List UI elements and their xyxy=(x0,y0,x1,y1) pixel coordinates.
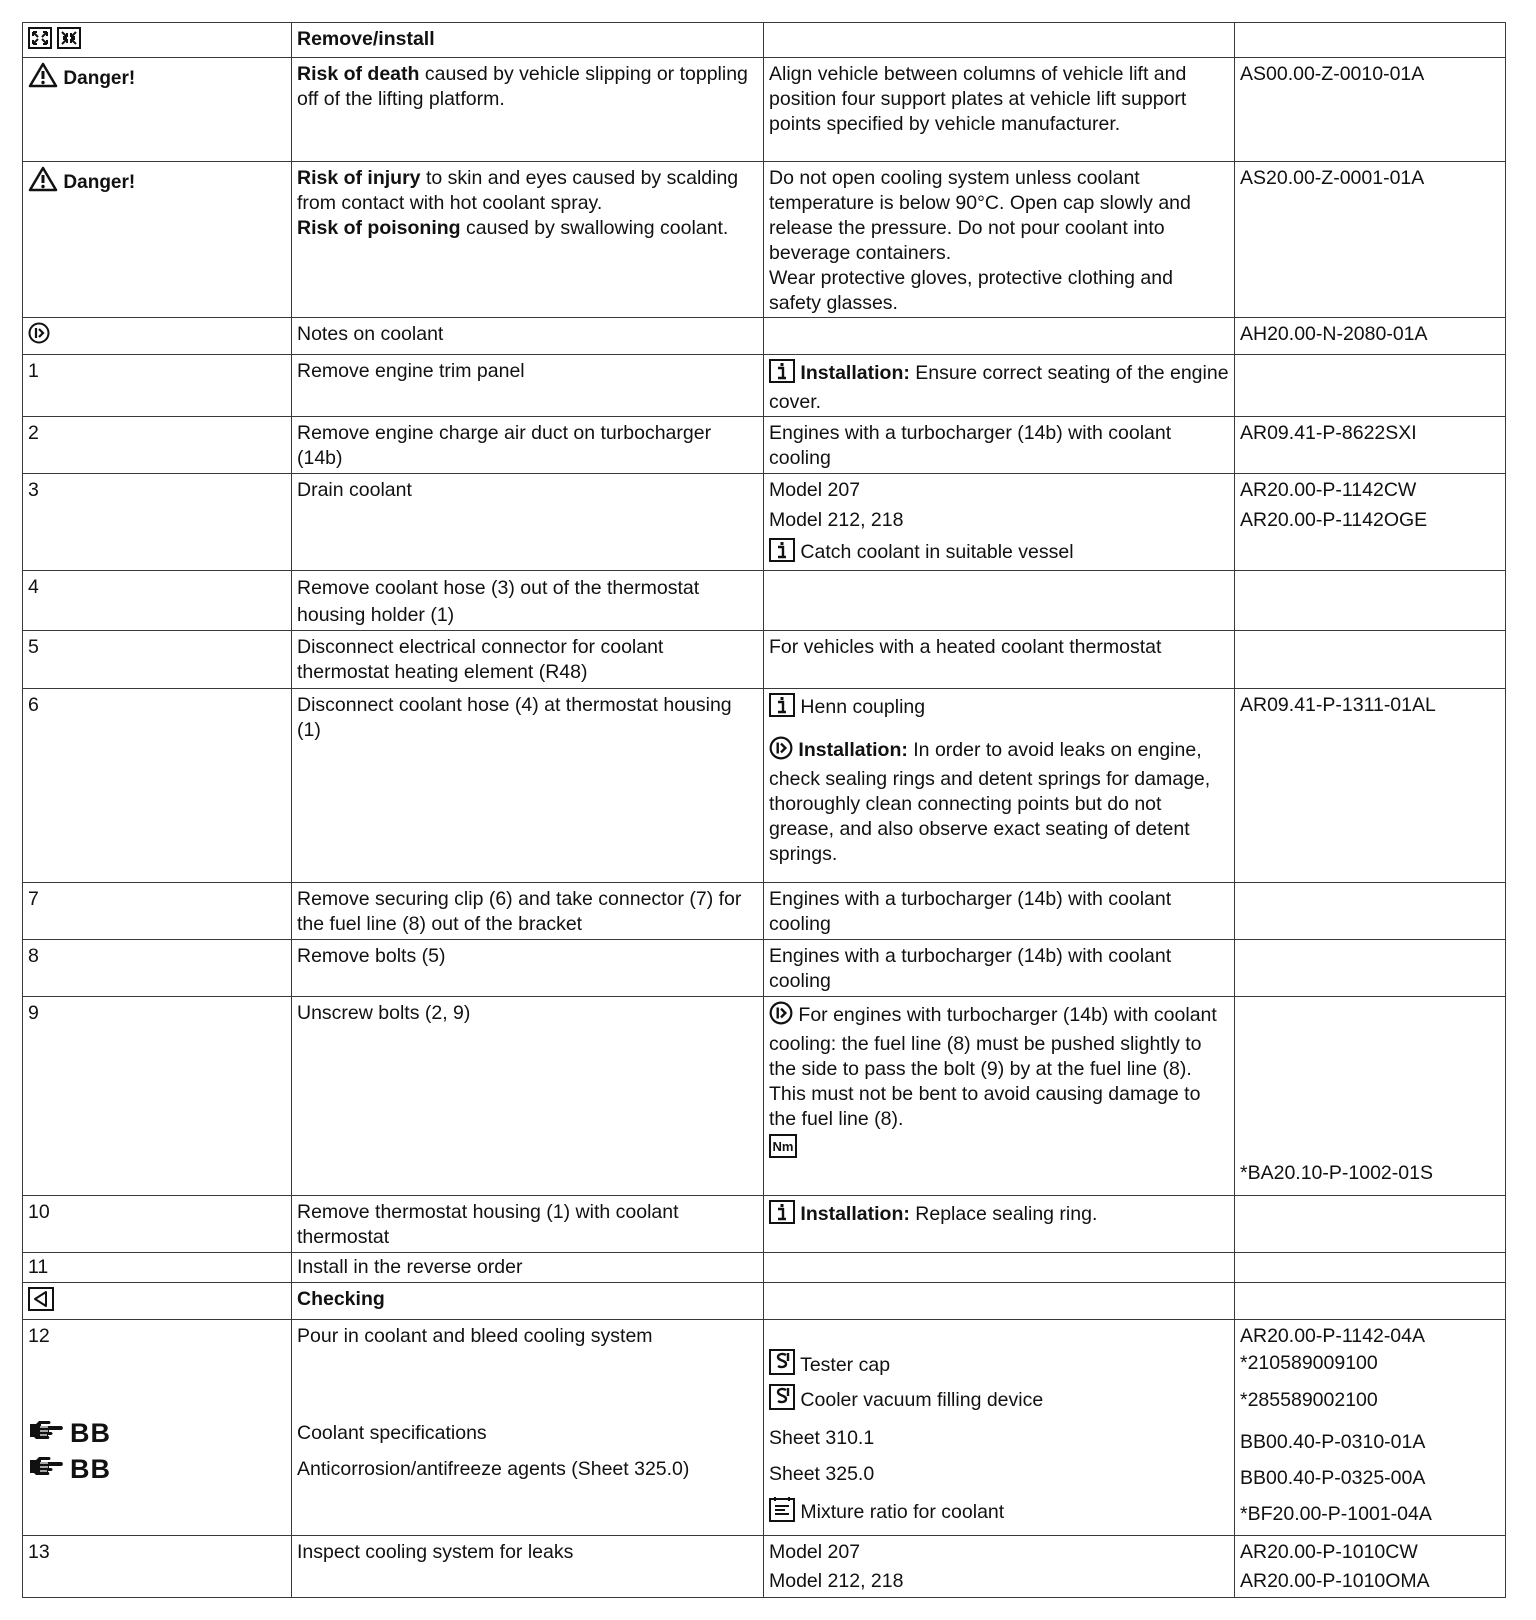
installation-label: Installation: xyxy=(800,362,910,384)
tool-name: Tester cap xyxy=(800,1354,891,1376)
tool-number[interactable]: *285589002100 xyxy=(1240,1389,1378,1411)
installation-label: Installation: xyxy=(800,1203,910,1225)
step-row xyxy=(23,631,1506,689)
safety-measures: Wear protective gloves, protective clothing and safety glasses. xyxy=(769,267,1173,314)
work-instruction-sheet xyxy=(22,22,1506,1598)
section-title: Remove/install xyxy=(297,28,435,50)
model-label: Model 212, 218 xyxy=(769,509,904,531)
sheet-label: Sheet 325.0 xyxy=(769,1462,875,1485)
reference-link[interactable]: AR20.00-P-1142CW xyxy=(1240,479,1417,501)
special-tool-icon xyxy=(769,1349,795,1382)
step-text: Remove engine charge air duct on turbocharger (14b) xyxy=(292,417,764,474)
step-row xyxy=(23,474,1506,571)
reference-link[interactable]: AR20.00-P-1010OMA xyxy=(1240,1570,1430,1592)
step-row xyxy=(23,1536,1506,1598)
safety-measures: Do not open cooling system unless coolant temperature is below 90°C. Open cap slowly and release the pressure. Do not pour coolant into beverage containers. xyxy=(769,167,1191,264)
step-text: Unscrew bolts (2, 9) xyxy=(292,997,764,1196)
step-number: 11 xyxy=(23,1253,292,1283)
step-row xyxy=(23,1253,1506,1283)
step-row xyxy=(23,997,1506,1196)
reference-link[interactable]: AR20.00-P-1142-04A xyxy=(1240,1325,1426,1347)
bb-label: BB xyxy=(70,1417,111,1448)
step-text: Remove securing clip (6) and take connector (7) for the fuel line (8) out of the bracket xyxy=(292,883,764,940)
section-title: Checking xyxy=(297,1288,385,1310)
risk-text: to skin and eyes caused by scalding from contact with hot coolant spray. xyxy=(297,167,739,214)
risk-title: Risk of injury xyxy=(297,167,421,189)
model-label: Model 212, 218 xyxy=(769,1570,904,1592)
info-text: Catch coolant in suitable vessel xyxy=(800,541,1074,563)
step-number: 10 xyxy=(23,1196,292,1253)
step-number: 5 xyxy=(23,631,292,689)
step-number: 6 xyxy=(23,689,292,883)
step-number: 3 xyxy=(23,474,292,571)
reference-link[interactable]: AH20.00-N-2080-01A xyxy=(1235,318,1506,355)
step-number: 2 xyxy=(23,417,292,474)
step-note: For vehicles with a heated coolant thermostat xyxy=(764,631,1235,689)
warning-triangle-icon xyxy=(28,166,58,199)
step-row xyxy=(23,883,1506,940)
step-text: Remove coolant hose (3) out of the thermostat housing holder (1) xyxy=(292,571,764,631)
step-number: 9 xyxy=(23,997,292,1196)
step-row xyxy=(23,1320,1506,1536)
note-icon xyxy=(769,1001,793,1032)
step-number: 1 xyxy=(23,355,292,417)
step-text: Remove bolts (5) xyxy=(292,940,764,997)
step-row xyxy=(23,571,1506,631)
step-number: 8 xyxy=(23,940,292,997)
fluid-spec-icon xyxy=(769,1496,795,1529)
step-row xyxy=(23,689,1506,883)
step-text: Install in the reverse order xyxy=(292,1253,764,1283)
reference-link[interactable]: AR20.00-P-1010CW xyxy=(1240,1541,1418,1563)
installation-text: Replace sealing ring. xyxy=(909,1203,1098,1225)
reference-link[interactable]: AR09.41-P-8622SXI xyxy=(1235,417,1506,474)
info-icon xyxy=(769,359,795,390)
installation-text: In order to avoid leaks on engine, check sealing rings and detent springs for damage, thoroughly clean connecting points but do not grease, and also observe exact seating of detent springs. xyxy=(769,739,1211,865)
step-text: Drain coolant xyxy=(292,474,764,571)
note-icon xyxy=(769,736,793,767)
reference-link[interactable]: BB00.40-P-0310-01A xyxy=(1240,1430,1426,1453)
risk-text: caused by vehicle slipping or toppling off of the lifting platform. xyxy=(297,63,748,110)
note-icon xyxy=(28,322,50,351)
reference-link[interactable]: AR09.41-P-1311-01AL xyxy=(1235,689,1506,883)
step-row xyxy=(23,1196,1506,1253)
checking-icon xyxy=(28,1287,54,1318)
danger-label: Danger! xyxy=(63,172,136,193)
reference-link[interactable]: AS20.00-Z-0001-01A xyxy=(1235,162,1506,318)
step-text: Remove thermostat housing (1) with coolant thermostat xyxy=(292,1196,764,1253)
step-number: 4 xyxy=(23,571,292,631)
notes-row xyxy=(23,318,1506,355)
info-text: Henn coupling xyxy=(800,696,926,718)
danger-label: Danger! xyxy=(63,68,136,89)
sheet-label: Sheet 310.1 xyxy=(769,1426,875,1449)
step-number: 13 xyxy=(23,1536,292,1598)
torque-icon xyxy=(769,1134,797,1165)
info-icon xyxy=(769,538,795,569)
risk-text: caused by swallowing coolant. xyxy=(460,217,729,239)
step-number: 12 xyxy=(28,1325,50,1347)
risk-title: Risk of poisoning xyxy=(297,217,461,239)
tool-number[interactable]: *210589009100 xyxy=(1240,1352,1378,1374)
mixture-text: Mixture ratio for coolant xyxy=(800,1501,1005,1523)
special-tool-icon xyxy=(769,1384,795,1417)
safety-measures: Align vehicle between columns of vehicle lift and position four support plates at vehicle lift support points specified by vehicle manufacturer. xyxy=(764,58,1235,162)
installation-text: Ensure correct seating of the engine cover. xyxy=(769,362,1229,413)
step-text: Disconnect coolant hose (4) at thermostat housing (1) xyxy=(292,689,764,883)
bb-label: BB xyxy=(70,1453,111,1484)
reference-link[interactable]: BB00.40-P-0325-00A xyxy=(1240,1466,1426,1489)
info-icon xyxy=(769,1200,795,1231)
model-label: Model 207 xyxy=(769,1541,861,1563)
pointing-hand-icon xyxy=(28,1454,66,1485)
reference-link[interactable]: AS00.00-Z-0010-01A xyxy=(1235,58,1506,162)
torque-label: Nm xyxy=(772,1139,794,1154)
tool-name: Cooler vacuum filling device xyxy=(800,1389,1044,1411)
step-text: Inspect cooling system for leaks xyxy=(292,1536,764,1598)
reference-link[interactable]: *BF20.00-P-1001-04A xyxy=(1240,1503,1432,1525)
step-text: Disconnect electrical connector for coolant thermostat heating element (R48) xyxy=(292,631,764,689)
info-icon xyxy=(769,693,795,724)
step-note: Engines with a turbocharger (14b) with coolant cooling xyxy=(764,940,1235,997)
bb-text: Anticorrosion/antifreeze agents (Sheet 325.0) xyxy=(297,1457,690,1480)
step-number: 7 xyxy=(23,883,292,940)
step-row xyxy=(23,355,1506,417)
danger-row xyxy=(23,162,1506,318)
model-label: Model 207 xyxy=(769,479,861,501)
step-note: Engines with a turbocharger (14b) with coolant cooling xyxy=(764,883,1235,940)
remove-icon xyxy=(28,27,52,56)
notes-text: Notes on coolant xyxy=(292,318,764,355)
step-row xyxy=(23,940,1506,997)
checking-header-row xyxy=(23,1283,1506,1320)
reference-link[interactable]: AR20.00-P-1142OGE xyxy=(1240,509,1428,531)
step-note: Engines with a turbocharger (14b) with coolant cooling xyxy=(764,417,1235,474)
header-row xyxy=(23,23,1506,58)
reference-link[interactable]: *BA20.10-P-1002-01S xyxy=(1240,1162,1433,1184)
risk-title: Risk of death xyxy=(297,63,420,85)
step-text: Pour in coolant and bleed cooling system xyxy=(297,1325,653,1347)
bb-text: Coolant specifications xyxy=(297,1421,487,1444)
pointing-hand-icon xyxy=(28,1418,66,1449)
install-icon xyxy=(57,27,81,56)
step-text: Remove engine trim panel xyxy=(292,355,764,417)
installation-label: Installation: xyxy=(798,739,908,761)
step-row xyxy=(23,417,1506,474)
step-note: For engines with turbocharger (14b) with coolant cooling: the fuel line (8) must be pushed slightly to the side to pass the bolt (9) by at the fuel line (8). This must not be bent to avoid causing damage to the fuel line (8). xyxy=(769,1004,1217,1130)
danger-row xyxy=(23,58,1506,162)
warning-triangle-icon xyxy=(28,62,58,95)
procedure-table xyxy=(22,22,1506,1598)
